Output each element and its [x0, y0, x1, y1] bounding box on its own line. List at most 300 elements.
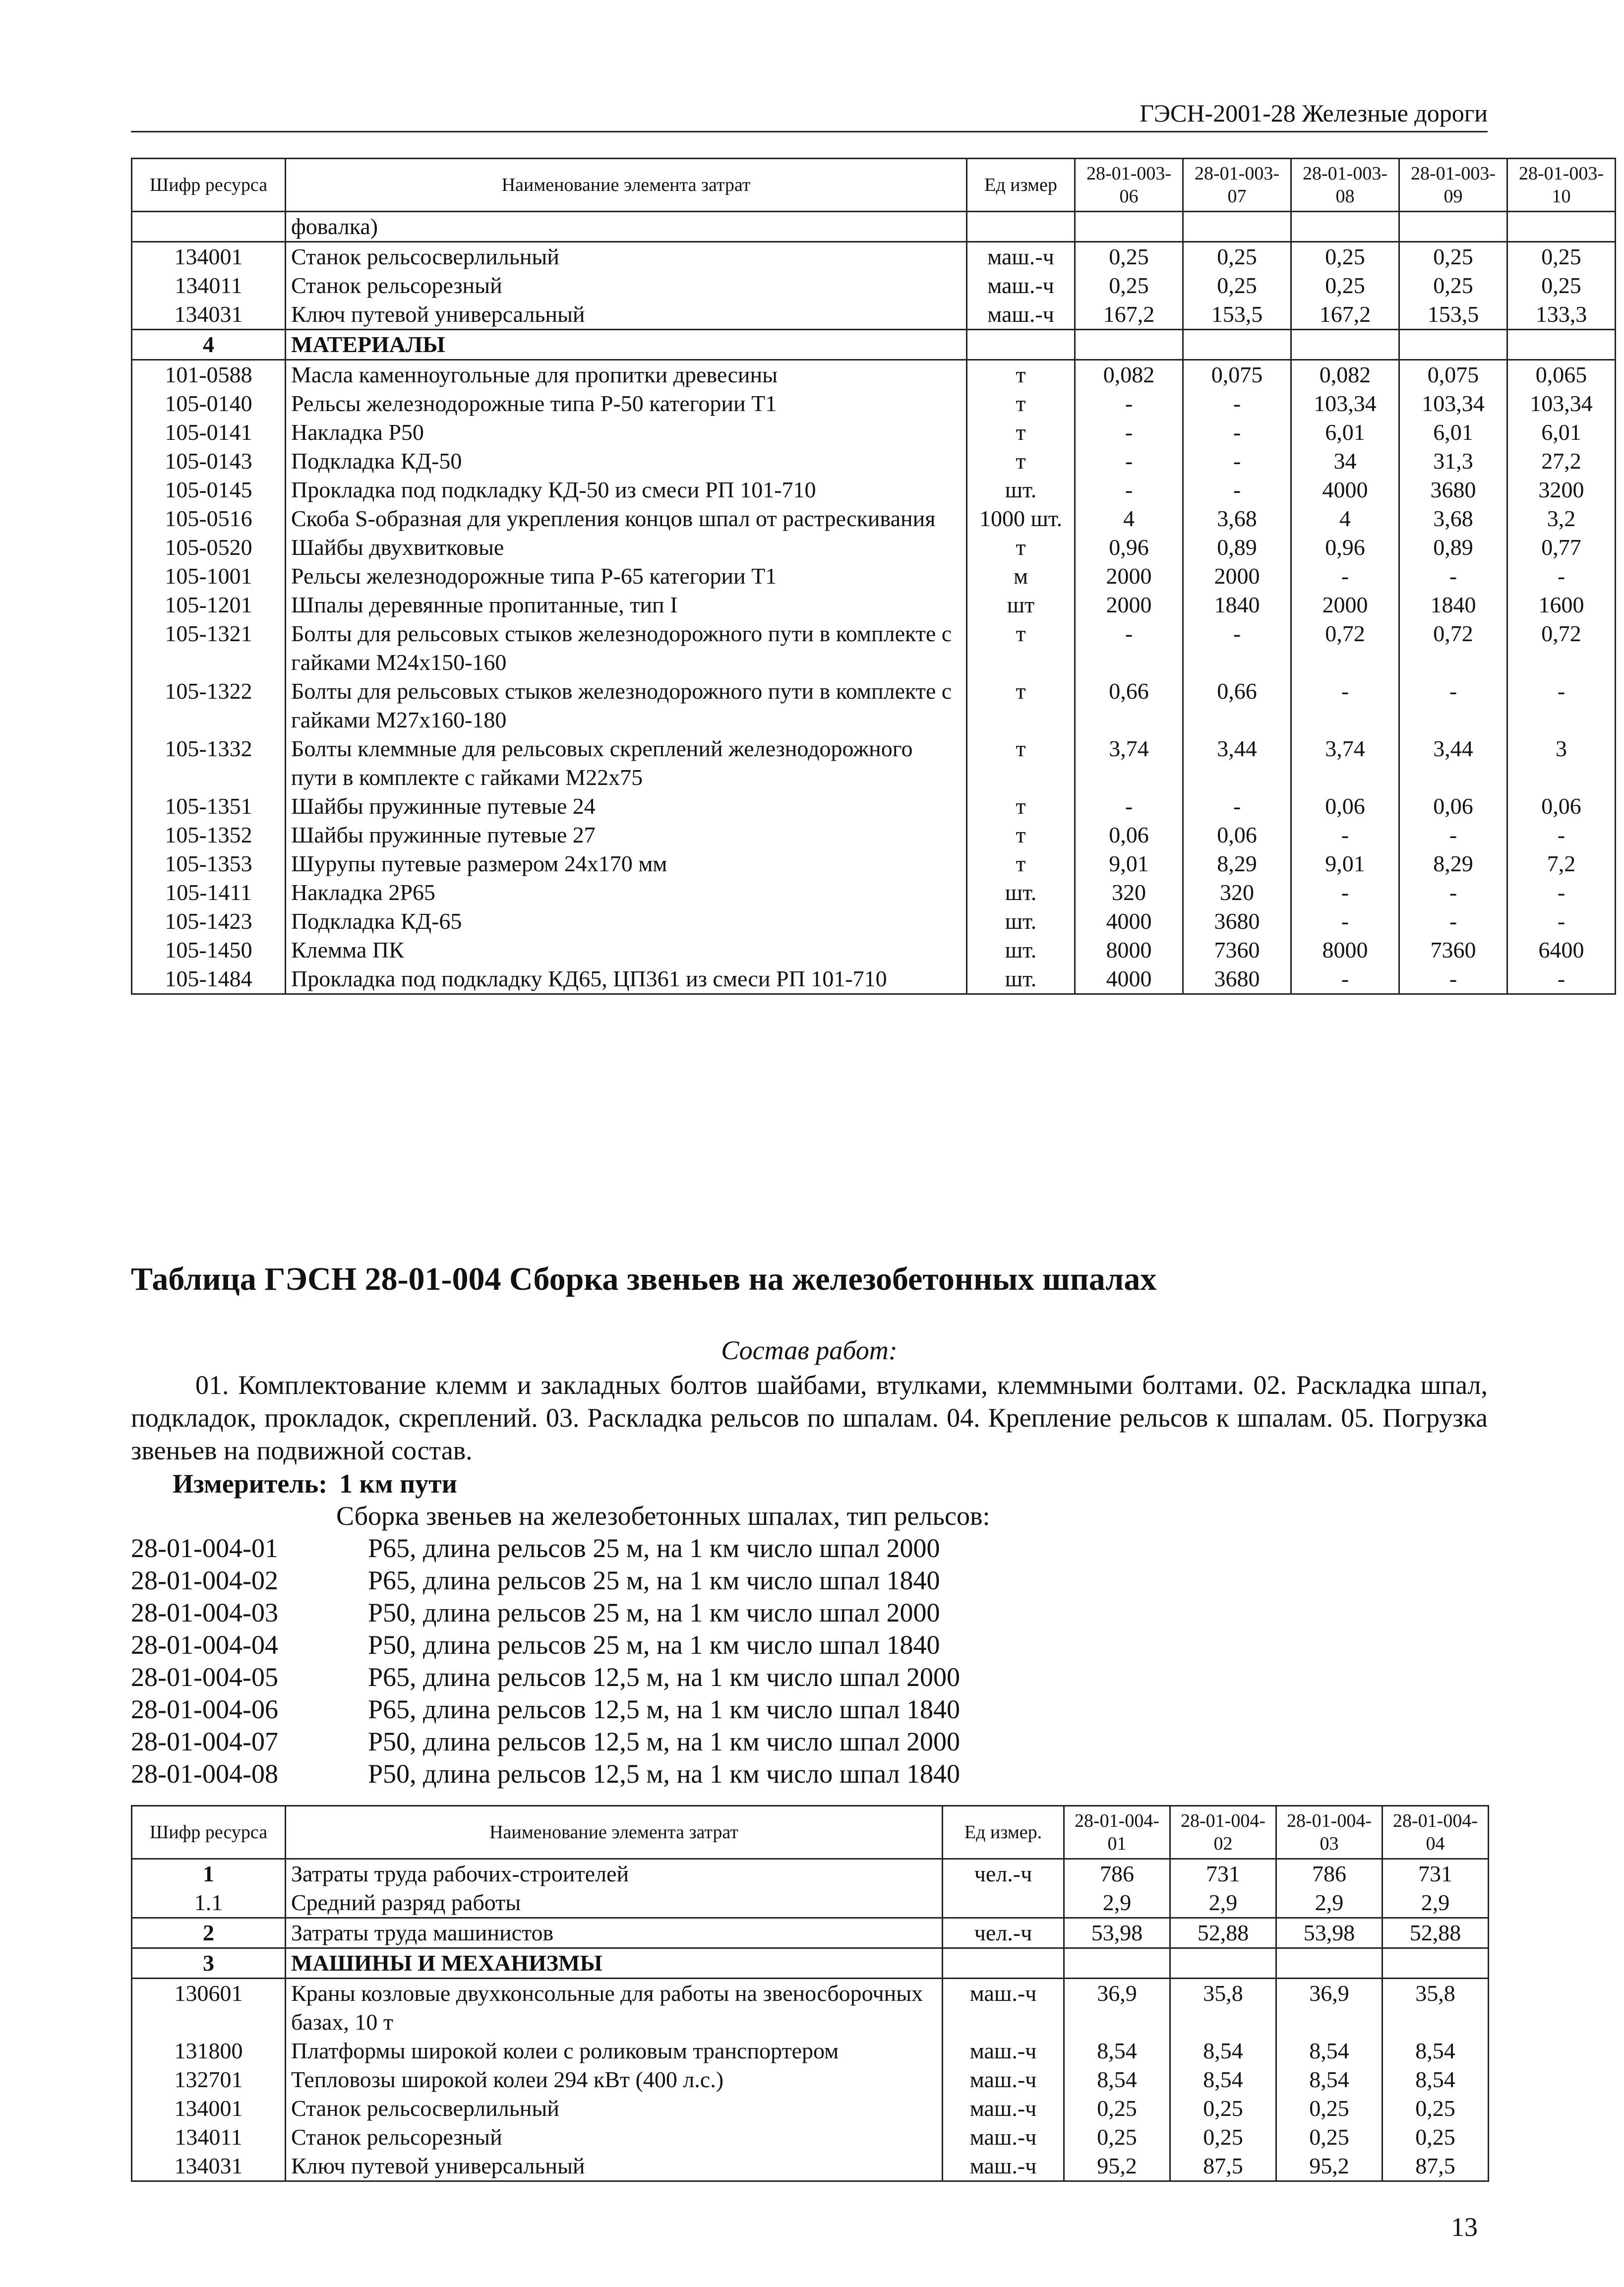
value-cell: - [1075, 418, 1183, 447]
value-cell: 0,96 [1291, 533, 1399, 562]
variants-subheading: Сборка звеньев на железобетонных шпалах, тип рельсов: [336, 1501, 990, 1531]
value-cell: 3,2 [1507, 504, 1616, 533]
resource-code-cell: 3 [132, 1948, 286, 1979]
value-cell: - [1507, 562, 1616, 591]
variant-code: 28-01-004-01 [131, 1533, 278, 1563]
resource-code-cell: 132701 [132, 2065, 286, 2094]
table-row [132, 533, 1616, 562]
value-cell: - [1183, 418, 1291, 447]
value-cell: 3 [1507, 734, 1616, 792]
value-cell: 35,8 [1170, 1979, 1276, 2037]
resource-code-cell: 105-0143 [132, 447, 286, 476]
value-cell: 0,72 [1291, 619, 1399, 677]
variant-code: 28-01-004-04 [131, 1630, 278, 1660]
unit-cell: маш.-ч [943, 2094, 1064, 2123]
value-cell: - [1399, 964, 1507, 994]
value-cell: 103,34 [1507, 389, 1616, 418]
unit-cell: т [967, 619, 1075, 677]
table-row [132, 2123, 1489, 2152]
value-cell: 0,25 [1291, 242, 1399, 272]
table-row [132, 330, 1616, 360]
unit-cell: маш.-ч [943, 2152, 1064, 2181]
resource-code-cell: 134031 [132, 2152, 286, 2181]
value-cell [1075, 212, 1183, 242]
resource-code-cell: 105-0520 [132, 533, 286, 562]
resource-code-cell: 134001 [132, 2094, 286, 2123]
table-row [132, 389, 1616, 418]
value-cell: 0,25 [1399, 242, 1507, 272]
value-cell: 0,25 [1383, 2123, 1489, 2152]
value-cell: 0,89 [1183, 533, 1291, 562]
value-cell: 0,25 [1064, 2094, 1170, 2123]
variant-description: Р50, длина рельсов 25 м, на 1 км число шпал 1840 [368, 1630, 940, 1660]
variant-code: 28-01-004-02 [131, 1565, 278, 1595]
unit-cell: шт. [967, 964, 1075, 994]
value-cell: 0,25 [1183, 242, 1291, 272]
value-cell: 8,54 [1064, 2065, 1170, 2094]
cost-item-name-cell: Шурупы путевые размером 24х170 мм [286, 849, 967, 878]
measure-value: 1 км пути [339, 1469, 457, 1499]
value-cell: 103,34 [1399, 389, 1507, 418]
resource-code-cell: 105-0145 [132, 476, 286, 504]
value-cell: 0,075 [1399, 360, 1507, 390]
value-cell: 8,29 [1399, 849, 1507, 878]
unit-cell: 1000 шт. [967, 504, 1075, 533]
value-cell: 8,54 [1064, 2037, 1170, 2065]
value-cell: 731 [1383, 1859, 1489, 1889]
unit-cell: шт [967, 591, 1075, 619]
value-cell: - [1291, 878, 1399, 907]
cost-item-name-cell: Тепловозы широкой колеи 294 кВт (400 л.с.) [286, 2065, 943, 2094]
variant-row [131, 1629, 1488, 1661]
value-cell: 0,66 [1183, 677, 1291, 734]
cost-item-name-cell: МАТЕРИАЛЫ [286, 330, 967, 360]
value-cell: 1840 [1183, 591, 1291, 619]
value-cell: 0,25 [1075, 271, 1183, 300]
value-cell: 6400 [1507, 936, 1616, 964]
table-row [132, 300, 1616, 330]
value-cell: 0,082 [1075, 360, 1183, 390]
table-row [132, 792, 1616, 821]
value-cell: 4 [1291, 504, 1399, 533]
variant-row [131, 1758, 1488, 1790]
table-row [132, 447, 1616, 476]
table-row [132, 1979, 1489, 2037]
resource-code-cell: 105-1351 [132, 792, 286, 821]
value-cell: 3,68 [1399, 504, 1507, 533]
cost-item-name-cell: Рельсы железнодорожные типа Р-50 категории Т1 [286, 389, 967, 418]
variant-code: 28-01-004-08 [131, 1759, 278, 1789]
variant-row [131, 1532, 1488, 1565]
value-cell: 36,9 [1064, 1979, 1170, 2037]
unit-cell: т [967, 849, 1075, 878]
unit-cell: т [967, 792, 1075, 821]
variant-row [131, 1693, 1488, 1726]
table-row [132, 964, 1616, 994]
table-row [132, 212, 1616, 242]
value-cell: 320 [1075, 878, 1183, 907]
value-cell: - [1291, 907, 1399, 936]
table-row [132, 734, 1616, 792]
variant-code: 28-01-004-06 [131, 1694, 278, 1724]
cost-item-name-cell: Станок рельсосверлильный [286, 242, 967, 272]
value-cell: - [1075, 389, 1183, 418]
resource-code-cell: 4 [132, 330, 286, 360]
value-cell: 0,72 [1507, 619, 1616, 677]
value-cell: 0,25 [1291, 271, 1399, 300]
value-cell: - [1075, 792, 1183, 821]
value-cell: - [1183, 619, 1291, 677]
variant-description: Р65, длина рельсов 25 м, на 1 км число шпал 2000 [368, 1533, 940, 1563]
cost-item-name-cell: Прокладка под подкладку КД65, ЦП361 из смеси РП 101-710 [286, 964, 967, 994]
value-cell: 8,54 [1383, 2065, 1489, 2094]
value-cell: 6,01 [1399, 418, 1507, 447]
value-cell: 0,25 [1276, 2123, 1383, 2152]
cost-item-name-cell: Шайбы пружинные путевые 24 [286, 792, 967, 821]
cost-item-name-cell: Накладка Р50 [286, 418, 967, 447]
table-row [132, 907, 1616, 936]
value-cell: 0,065 [1507, 360, 1616, 390]
value-cell: 0,25 [1064, 2123, 1170, 2152]
table-row [132, 619, 1616, 677]
value-cell: 153,5 [1183, 300, 1291, 330]
resource-code-cell: 2 [132, 1918, 286, 1948]
value-cell: 8000 [1291, 936, 1399, 964]
column-header: 28-01-004-02 [1170, 1806, 1276, 1859]
resource-code-cell: 105-1352 [132, 821, 286, 849]
value-cell: 6,01 [1291, 418, 1399, 447]
value-cell: 2,9 [1170, 1888, 1276, 1918]
unit-cell: т [967, 360, 1075, 390]
value-cell: 36,9 [1276, 1979, 1383, 2037]
variant-code: 28-01-004-05 [131, 1662, 278, 1692]
cost-item-name-cell: Клемма ПК [286, 936, 967, 964]
variant-row [131, 1597, 1488, 1629]
table-body [132, 1859, 1489, 2181]
cost-item-name-cell: Прокладка под подкладку КД-50 из смеси РП 101-710 [286, 476, 967, 504]
table-title: Таблица ГЭСН 28-01-004 Сборка звеньев на железобетонных шпалах [131, 1261, 1157, 1297]
resource-code-cell: 105-1322 [132, 677, 286, 734]
resource-code-cell: 105-1353 [132, 849, 286, 878]
resource-code-cell: 134001 [132, 242, 286, 272]
value-cell [1399, 212, 1507, 242]
table-row [132, 360, 1616, 390]
unit-cell: маш.-ч [943, 2123, 1064, 2152]
variant-description: Р65, длина рельсов 12,5 м, на 1 км число шпал 2000 [368, 1662, 961, 1692]
value-cell: 6,01 [1507, 418, 1616, 447]
value-cell: 786 [1064, 1859, 1170, 1889]
cost-item-name-cell: Ключ путевой универсальный [286, 300, 967, 330]
value-cell: 0,72 [1399, 619, 1507, 677]
value-cell: 3680 [1183, 907, 1291, 936]
value-cell [1291, 330, 1399, 360]
unit-cell: маш.-ч [943, 1979, 1064, 2037]
cost-item-name-cell: Затраты труда машинистов [286, 1918, 943, 1948]
resource-code-cell: 105-1332 [132, 734, 286, 792]
value-cell: - [1291, 677, 1399, 734]
cost-item-name-cell: Болты для рельсовых стыков железнодорожного пути в комплекте с гайками М24х150-160 [286, 619, 967, 677]
variant-row [131, 1661, 1488, 1693]
value-cell: 0,25 [1399, 271, 1507, 300]
unit-cell [943, 1948, 1064, 1979]
value-cell: 320 [1183, 878, 1291, 907]
unit-cell: т [967, 447, 1075, 476]
cost-item-name-cell: Затраты труда рабочих-строителей [286, 1859, 943, 1889]
cost-item-name-cell: Болты для рельсовых стыков железнодорожного пути в комплекте с гайками М27х160-180 [286, 677, 967, 734]
column-header: Ед измер [967, 159, 1075, 212]
value-cell: 0,89 [1399, 533, 1507, 562]
value-cell: 9,01 [1075, 849, 1183, 878]
value-cell: - [1399, 562, 1507, 591]
value-cell: 31,3 [1399, 447, 1507, 476]
unit-cell: т [967, 734, 1075, 792]
variant-description: Р65, длина рельсов 25 м, на 1 км число шпал 1840 [368, 1565, 940, 1595]
resource-code-cell: 130601 [132, 1979, 286, 2037]
cost-item-name-cell: Подкладка КД-65 [286, 907, 967, 936]
cost-item-name-cell: Средний разряд работы [286, 1888, 943, 1918]
table-header-row [132, 159, 1616, 212]
value-cell: - [1075, 447, 1183, 476]
resource-code-cell: 105-1423 [132, 907, 286, 936]
cost-item-name-cell: Болты клеммные для рельсовых скреплений железнодорожного пути в комплекте с гайками М22х75 [286, 734, 967, 792]
variant-code: 28-01-004-07 [131, 1727, 278, 1756]
value-cell: - [1507, 907, 1616, 936]
table-row [132, 849, 1616, 878]
unit-cell: т [967, 677, 1075, 734]
resource-code-cell: 1 [132, 1859, 286, 1889]
value-cell: - [1507, 821, 1616, 849]
unit-cell: маш.-ч [943, 2037, 1064, 2065]
value-cell: - [1399, 878, 1507, 907]
value-cell: 52,88 [1383, 1918, 1489, 1948]
resource-code-cell: 134031 [132, 300, 286, 330]
value-cell [1291, 212, 1399, 242]
running-header: ГЭСН-2001-28 Железные дороги [131, 98, 1488, 132]
column-header: Ед измер. [943, 1806, 1064, 1859]
value-cell: 133,3 [1507, 300, 1616, 330]
table-row [132, 271, 1616, 300]
measure-label: Измеритель: [173, 1469, 328, 1499]
value-cell: 0,25 [1383, 2094, 1489, 2123]
value-cell: 1840 [1399, 591, 1507, 619]
value-cell: 3680 [1399, 476, 1507, 504]
resource-code-cell: 105-0516 [132, 504, 286, 533]
value-cell: 2000 [1183, 562, 1291, 591]
value-cell: 786 [1276, 1859, 1383, 1889]
value-cell: 3,68 [1183, 504, 1291, 533]
value-cell: 0,082 [1291, 360, 1399, 390]
value-cell: 95,2 [1064, 2152, 1170, 2181]
resource-code-cell: 105-1321 [132, 619, 286, 677]
value-cell: 53,98 [1064, 1918, 1170, 1948]
table-header-row [132, 1806, 1489, 1859]
resource-table-28-01-003 [131, 158, 1616, 995]
value-cell: 0,06 [1399, 792, 1507, 821]
cost-item-name-cell: Шайбы пружинные путевые 27 [286, 821, 967, 849]
resource-code-cell: 131800 [132, 2037, 286, 2065]
value-cell [1383, 1948, 1489, 1979]
table-row [132, 677, 1616, 734]
value-cell: 8,54 [1276, 2037, 1383, 2065]
value-cell: 4000 [1291, 476, 1399, 504]
table-row [132, 1948, 1489, 1979]
value-cell [1507, 212, 1616, 242]
value-cell [1170, 1948, 1276, 1979]
cost-item-name-cell: Платформы широкой колеи с роликовым транспортером [286, 2037, 943, 2065]
table-row [132, 1859, 1489, 1889]
value-cell: 4000 [1075, 907, 1183, 936]
value-cell: - [1507, 964, 1616, 994]
value-cell: - [1075, 619, 1183, 677]
value-cell: 0,25 [1170, 2094, 1276, 2123]
column-header: 28-01-003-06 [1075, 159, 1183, 212]
value-cell: 53,98 [1276, 1918, 1383, 1948]
value-cell: - [1075, 476, 1183, 504]
unit-cell: шт. [967, 907, 1075, 936]
variants-list [131, 1532, 1488, 1790]
table-row [132, 418, 1616, 447]
value-cell: 4 [1075, 504, 1183, 533]
cost-item-name-cell: Масла каменноугольные для пропитки древесины [286, 360, 967, 390]
value-cell [1183, 212, 1291, 242]
value-cell: 2,9 [1064, 1888, 1170, 1918]
work-composition-heading: Состав работ: [721, 1335, 898, 1365]
column-header: 28-01-004-01 [1064, 1806, 1170, 1859]
table-row [132, 2094, 1489, 2123]
value-cell: 103,34 [1291, 389, 1399, 418]
value-cell: - [1183, 792, 1291, 821]
value-cell: 0,66 [1075, 677, 1183, 734]
cost-item-name-cell: Подкладка КД-50 [286, 447, 967, 476]
value-cell: - [1183, 447, 1291, 476]
value-cell: 167,2 [1291, 300, 1399, 330]
table-row [132, 2037, 1489, 2065]
resource-code-cell: 134011 [132, 271, 286, 300]
value-cell: 3,74 [1075, 734, 1183, 792]
table-row [132, 1888, 1489, 1918]
unit-cell: чел.-ч [943, 1859, 1064, 1889]
column-header: 28-01-004-03 [1276, 1806, 1383, 1859]
value-cell: 2000 [1075, 562, 1183, 591]
value-cell: 95,2 [1276, 2152, 1383, 2181]
value-cell: 0,96 [1075, 533, 1183, 562]
resource-code-cell: 1.1 [132, 1888, 286, 1918]
value-cell: 0,77 [1507, 533, 1616, 562]
table-row [132, 2065, 1489, 2094]
value-cell: 8,54 [1170, 2037, 1276, 2065]
unit-cell: шт. [967, 936, 1075, 964]
value-cell: 0,25 [1276, 2094, 1383, 2123]
value-cell: 0,25 [1075, 242, 1183, 272]
value-cell: 4000 [1075, 964, 1183, 994]
column-header: Шифр ресурса [132, 1806, 286, 1859]
value-cell: 8,54 [1170, 2065, 1276, 2094]
cost-item-name-cell: Ключ путевой универсальный [286, 2152, 943, 2181]
unit-cell [943, 1888, 1064, 1918]
value-cell: 167,2 [1075, 300, 1183, 330]
work-composition-text: 01. Комплектование клемм и закладных болтов шайбами, втулками, клеммными болтами. 02. Раскладка шпал, подкладок, прокладок, скреплений. 03. Раскладка рельсов по шпалам. 04. Крепление рельсов к шпалам. 05. Погрузка звеньев на подвижной состав. [131, 1370, 1488, 1465]
value-cell [1399, 330, 1507, 360]
unit-cell: т [967, 821, 1075, 849]
value-cell: 0,06 [1507, 792, 1616, 821]
value-cell: 2000 [1075, 591, 1183, 619]
value-cell: - [1183, 476, 1291, 504]
value-cell: 3,44 [1399, 734, 1507, 792]
table-body [132, 212, 1616, 994]
variant-description: Р65, длина рельсов 12,5 м, на 1 км число шпал 1840 [368, 1694, 961, 1724]
column-header: 28-01-004-04 [1383, 1806, 1489, 1859]
resource-code-cell: 105-1484 [132, 964, 286, 994]
value-cell: 8000 [1075, 936, 1183, 964]
column-header: 28-01-003-07 [1183, 159, 1291, 212]
table-row [132, 562, 1616, 591]
unit-cell: маш.-ч [967, 271, 1075, 300]
value-cell: 0,25 [1170, 2123, 1276, 2152]
resource-code-cell [132, 212, 286, 242]
cost-item-name-cell: МАШИНЫ И МЕХАНИЗМЫ [286, 1948, 943, 1979]
unit-cell: маш.-ч [967, 242, 1075, 272]
table-row [132, 1918, 1489, 1948]
resource-code-cell: 105-1001 [132, 562, 286, 591]
cost-item-name-cell: Станок рельсорезный [286, 2123, 943, 2152]
value-cell: 52,88 [1170, 1918, 1276, 1948]
value-cell [1064, 1948, 1170, 1979]
value-cell: 0,06 [1291, 792, 1399, 821]
value-cell: - [1507, 878, 1616, 907]
value-cell: 0,075 [1183, 360, 1291, 390]
value-cell: 7,2 [1507, 849, 1616, 878]
unit-cell: т [967, 533, 1075, 562]
value-cell: 27,2 [1507, 447, 1616, 476]
cost-item-name-cell: Шпалы деревянные пропитанные, тип I [286, 591, 967, 619]
value-cell: 0,25 [1183, 271, 1291, 300]
value-cell: - [1291, 562, 1399, 591]
column-header: 28-01-003-08 [1291, 159, 1399, 212]
cost-item-name-cell: фовалка) [286, 212, 967, 242]
resource-code-cell: 101-0588 [132, 360, 286, 390]
unit-cell: маш.-ч [967, 300, 1075, 330]
value-cell: 2000 [1291, 591, 1399, 619]
value-cell: - [1399, 907, 1507, 936]
column-header: Шифр ресурса [132, 159, 286, 212]
value-cell: 2,9 [1276, 1888, 1383, 1918]
value-cell: - [1291, 821, 1399, 849]
variant-row [131, 1565, 1488, 1597]
column-header: Наименование элемента затрат [286, 1806, 943, 1859]
column-header: Наименование элемента затрат [286, 159, 967, 212]
unit-cell [967, 330, 1075, 360]
value-cell: 1600 [1507, 591, 1616, 619]
table-row [132, 936, 1616, 964]
value-cell: 8,54 [1276, 2065, 1383, 2094]
value-cell: 153,5 [1399, 300, 1507, 330]
value-cell [1507, 330, 1616, 360]
variant-code: 28-01-004-03 [131, 1598, 278, 1627]
variant-description: Р50, длина рельсов 12,5 м, на 1 км число шпал 2000 [368, 1727, 961, 1756]
value-cell: 0,25 [1507, 271, 1616, 300]
value-cell [1276, 1948, 1383, 1979]
cost-item-name-cell: Станок рельсосверлильный [286, 2094, 943, 2123]
value-cell: 3,74 [1291, 734, 1399, 792]
value-cell: 3,44 [1183, 734, 1291, 792]
variant-description: Р50, длина рельсов 25 м, на 1 км число шпал 2000 [368, 1598, 940, 1627]
column-header: 28-01-003-10 [1507, 159, 1616, 212]
page-number: 13 [1451, 2212, 1478, 2242]
value-cell: - [1399, 677, 1507, 734]
resource-code-cell: 105-1450 [132, 936, 286, 964]
cost-item-name-cell: Рельсы железнодорожные типа Р-65 категории Т1 [286, 562, 967, 591]
value-cell: 731 [1170, 1859, 1276, 1889]
